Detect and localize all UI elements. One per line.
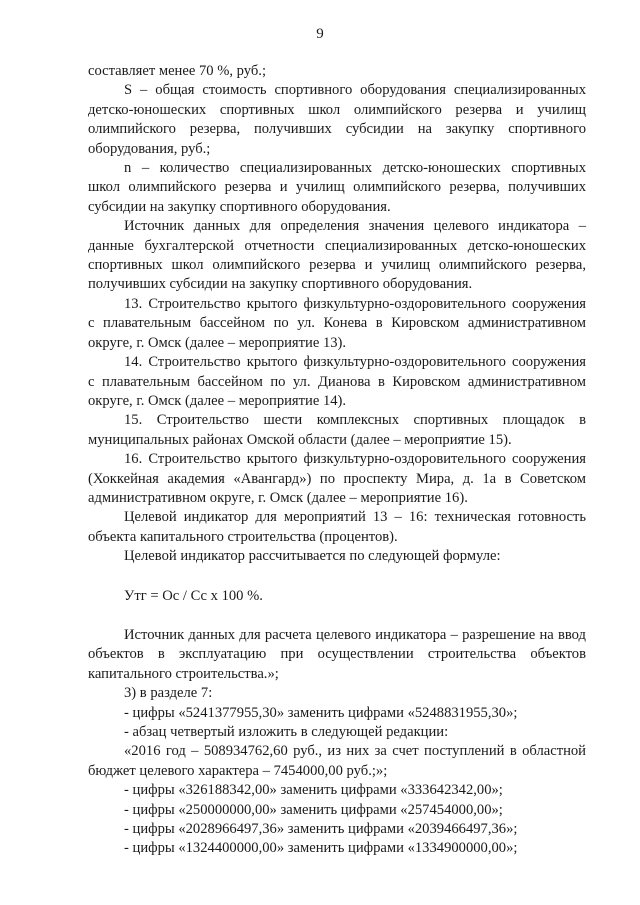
paragraph: Целевой индикатор рассчитывается по следующей формуле: bbox=[124, 548, 501, 565]
list-item: - цифры «1324400000,00» заменить цифрами «1334900000,00»; bbox=[124, 840, 518, 857]
list-item: - цифры «326188342,00» заменить цифрами «333642342,00»; bbox=[124, 782, 503, 799]
paragraph: 13. Строительство крытого физкультурно-оздоровительного сооружения с плавательным бассейном по ул. Конева в Кировском административном округе, г. Омск (далее – мероприятие 13). bbox=[88, 295, 586, 351]
page-number: 9 bbox=[316, 26, 324, 42]
paragraph: 15. Строительство шести комплексных спортивных площадок в муниципальных районах Омской области (далее – мероприятие 15). bbox=[88, 412, 586, 448]
list-item: - абзац четвертый изложить в следующей редакции: bbox=[124, 724, 449, 740]
paragraph: 14. Строительство крытого физкультурно-оздоровительного сооружения с плавательным бассейном по ул. Дианова в Кировском административном округе, г. Омск (далее – мероприятие 14). bbox=[88, 354, 586, 409]
paragraph: составляет менее 70 %, руб.; bbox=[88, 63, 267, 79]
paragraph: Источник данных для расчета целевого индикатора – разрешение на ввод объектов в эксплуатацию при осуществлении строительства объектов капитального строительства.»; bbox=[88, 626, 586, 682]
paragraph: n – количество специализированных детско-юношеских спортивных школ олимпийского резерва и училищ олимпийского резерва, получивших субсидии на закупку спортивного оборудования. bbox=[88, 160, 586, 215]
paragraph: 16. Строительство крытого физкультурно-оздоровительного сооружения (Хоккейная академия «Авангард») по проспекту Мира, д. 1а в Советском административном округе, г. Омск (далее – мероприятие 16). bbox=[88, 451, 586, 506]
paragraph: 3) в разделе 7: bbox=[124, 685, 213, 702]
paragraph: S – общая стоимость спортивного оборудования специализированных детско-юношеских спортивных школ олимпийского резерва и училищ олимпийского резерва, получивших субсидии на закупку спортивного оборудования, руб.; bbox=[88, 82, 586, 157]
formula: Утг = Ос / Сс х 100 %. bbox=[124, 587, 263, 604]
paragraph: Источник данных для определения значения целевого индикатора – данные бухгалтерской отчетности специализированных детско-юношеских спортивных школ олимпийского резерва и училищ олимпийского резерва, получивших субсидии на закупку спортивного оборудования. bbox=[88, 218, 586, 293]
document-body bbox=[88, 62, 586, 859]
list-item: - цифры «5241377955,30» заменить цифрами «5248831955,30»; bbox=[124, 704, 518, 721]
paragraph: Целевой индикатор для мероприятий 13 – 16: техническая готовность объекта капитального строительства (процентов). bbox=[88, 509, 586, 545]
paragraph: «2016 год – 508934762,60 руб., из них за счет поступлений в областной бюджет целевого характера – 7454000,00 руб.;»; bbox=[88, 743, 586, 779]
list-item: - цифры «2028966497,36» заменить цифрами «2039466497,36»; bbox=[124, 821, 518, 838]
list-item: - цифры «250000000,00» заменить цифрами «257454000,00»; bbox=[124, 801, 503, 818]
